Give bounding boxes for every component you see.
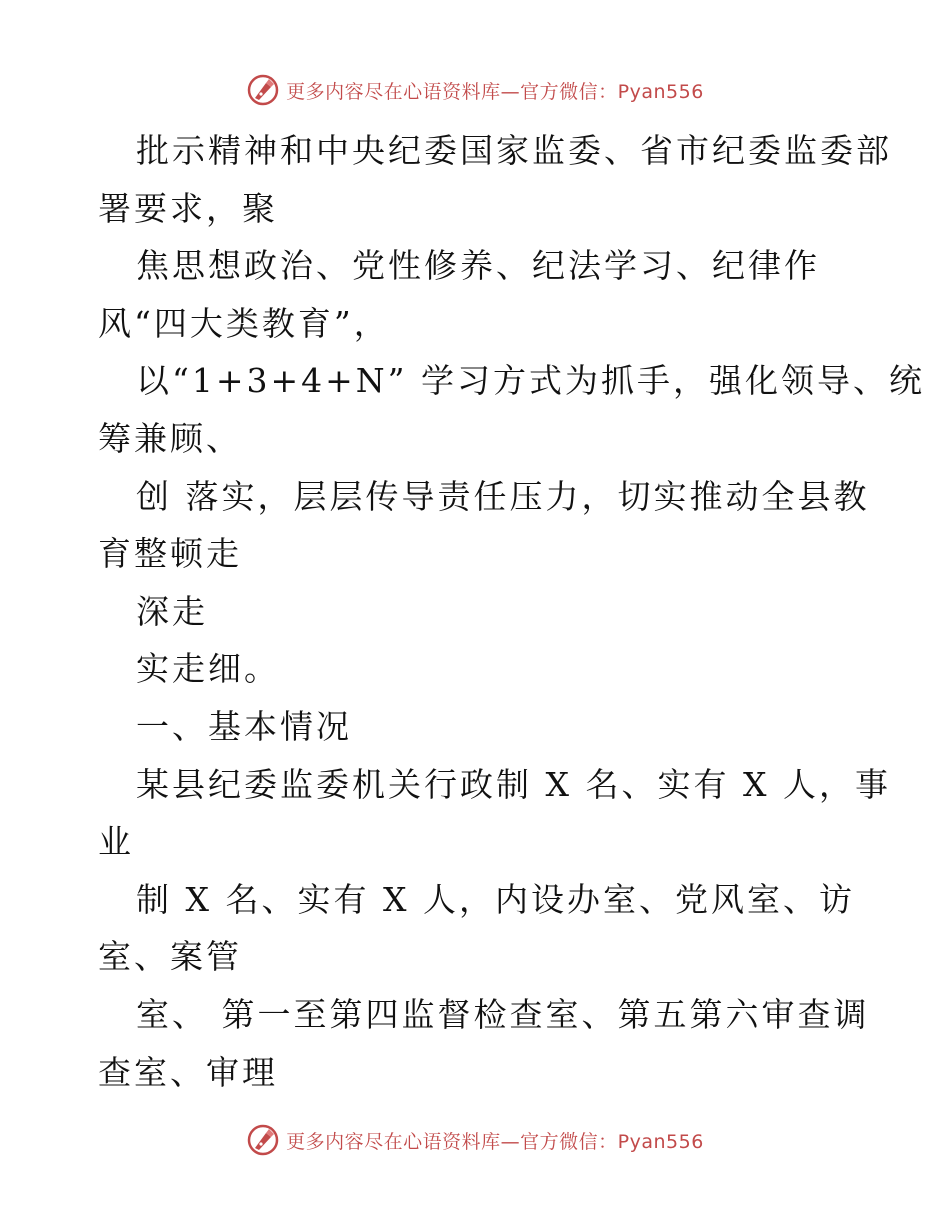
- header-banner: [0, 70, 950, 110]
- paragraph-line: 室、案管: [98, 937, 242, 977]
- footer-banner-text: 更多内容尽在心语资料库—官方微信：Pyan556: [286, 1130, 704, 1153]
- paragraph-line: 育整顿走: [98, 534, 242, 574]
- paragraph-line: 制 X 名、实有 X 人，内设办室、党风室、访: [136, 879, 855, 919]
- document-body: [98, 122, 926, 1101]
- paragraph-line: 查室、审理: [98, 1052, 278, 1092]
- paragraph-line: 业: [98, 822, 134, 862]
- pen-nib-logo-icon: [246, 1123, 280, 1157]
- paragraph-line: 筹兼顾、: [98, 418, 242, 458]
- paragraph-line: 以“1+3+4+N” 学习方式为抓手，强化领导、统: [136, 361, 926, 401]
- pen-nib-logo-icon: [246, 73, 280, 107]
- paragraph-line: 室、 第一至第四监督检查室、第五第六审查调: [136, 994, 870, 1034]
- paragraph-line: 风“四大类教育”，: [98, 303, 390, 343]
- paragraph-line: 创 落实，层层传导责任压力，切实推动全县教: [136, 476, 870, 516]
- paragraph-line: 实走细。: [136, 649, 280, 689]
- paragraph-line: 焦思想政治、党性修养、纪法学习、纪律作: [136, 246, 820, 286]
- header-banner-text: 更多内容尽在心语资料库—官方微信：Pyan556: [286, 80, 704, 103]
- paragraph-line: 批示精神和中央纪委国家监委、省市纪委监委部: [136, 131, 892, 170]
- paragraph-line: 某县纪委监委机关行政制 X 名、实有 X 人，事: [136, 764, 891, 804]
- section-heading: 一、基本情况: [136, 706, 352, 746]
- paragraph-line: 署要求，聚: [98, 188, 278, 228]
- paragraph-line: 深走: [136, 591, 208, 631]
- footer-banner: [0, 1120, 950, 1160]
